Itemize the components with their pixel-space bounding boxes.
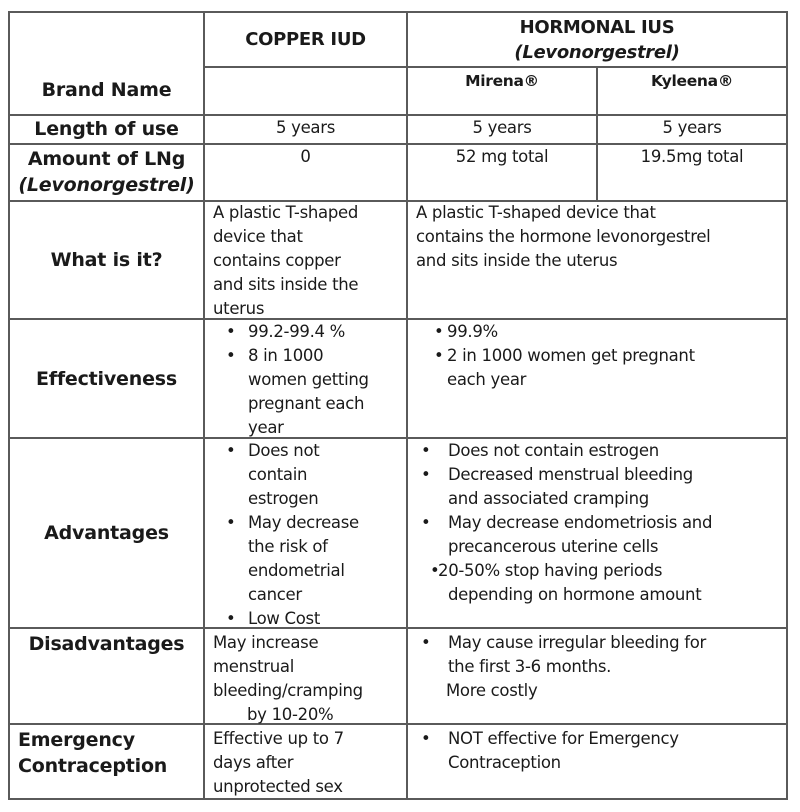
copper-length: 5 years	[275, 118, 336, 137]
hormonal-effectiveness-list	[434, 320, 786, 392]
bullet-icon: •	[430, 561, 440, 580]
text-line: menstrual	[213, 657, 294, 676]
row-label-advantages	[10, 439, 203, 627]
bullet-icon: •	[226, 346, 236, 365]
text-line: year	[248, 418, 284, 437]
kyleena-length: 5 years	[662, 118, 722, 137]
list-item	[421, 559, 786, 607]
text-line: unprotected sex	[213, 777, 343, 796]
text-line: Effective up to 7	[213, 729, 344, 748]
row-label-text: Brand Name	[41, 79, 172, 101]
list-item	[421, 511, 786, 559]
text-line: the first 3-6 months.	[448, 657, 612, 676]
list-item	[421, 463, 786, 511]
bullet-icon: •	[226, 513, 236, 532]
bullet-icon: •	[421, 729, 431, 748]
text-line: May decrease	[248, 513, 359, 532]
text-line: contains copper	[213, 251, 341, 270]
list-item	[421, 439, 786, 463]
text-line: May cause irregular bleeding for	[448, 633, 706, 652]
text-line: 8 in 1000	[248, 346, 324, 365]
mirena-length: 5 years	[472, 118, 532, 137]
text-line: A plastic T-shaped	[213, 203, 359, 222]
mirena-amount: 52 mg total	[455, 147, 549, 166]
text-line: and sits inside the	[213, 275, 359, 294]
row-label-brand-name	[10, 66, 203, 114]
kyleena-amount: 19.5mg total	[640, 147, 744, 166]
copper-description	[213, 201, 406, 321]
text-line: and associated cramping	[448, 489, 649, 508]
list-item	[421, 631, 786, 703]
row-label-text: Length of use	[34, 118, 179, 140]
text-line: Decreased menstrual bleeding	[448, 465, 693, 484]
bullet-icon: •	[226, 609, 236, 628]
hormonal-description	[416, 201, 786, 273]
comparison-table	[8, 11, 788, 800]
row-label-text: What is it?	[50, 248, 163, 271]
text-line: pregnant each	[248, 394, 365, 413]
text-line: cancer	[248, 585, 302, 604]
header-hormonal-subtitle: (Levonorgestrel)	[514, 42, 680, 63]
list-item	[421, 727, 786, 775]
text-line: A plastic T-shaped device that	[416, 203, 656, 222]
row-label-text: Effectiveness	[36, 367, 177, 390]
hormonal-advantages-list	[421, 439, 786, 607]
text-line: women getting	[248, 370, 369, 389]
bullet-icon: •	[226, 322, 236, 341]
hormonal-emergency-list	[421, 727, 786, 775]
text-line: endometrial	[248, 561, 345, 580]
row-label-disadvantages	[10, 629, 203, 659]
header-hormonal-ius	[408, 15, 786, 65]
copper-disadvantages	[213, 631, 406, 727]
text-line: May decrease endometriosis and	[448, 513, 713, 532]
bullet-icon: •	[421, 513, 431, 532]
text-line: Does not contain estrogen	[448, 441, 659, 460]
row-label-subtext: (Levonorgestrel)	[18, 174, 195, 196]
text-line: Low Cost	[248, 609, 321, 628]
hormonal-disadvantages-list	[421, 631, 786, 703]
brand-mirena: Mirena®	[465, 72, 539, 90]
list-item	[226, 439, 406, 511]
text-line: contain	[248, 465, 308, 484]
text-line: 99.2-99.4 %	[248, 322, 346, 341]
bullet-icon: •	[421, 633, 431, 652]
copper-amount: 0	[300, 147, 311, 166]
text-line: by 10-20%	[247, 705, 334, 724]
bullet-icon: •	[421, 441, 431, 460]
text-line: May increase	[213, 633, 319, 652]
row-label-text: Amount of LNg	[27, 148, 186, 170]
brand-kyleena: Kyleena®	[650, 72, 734, 90]
text-line: NOT effective for Emergency	[448, 729, 679, 748]
text-line: days after	[213, 753, 294, 772]
bullet-icon: •	[434, 346, 444, 365]
table-border	[8, 11, 788, 13]
copper-emergency	[213, 727, 406, 799]
list-item	[226, 344, 406, 440]
list-item	[434, 344, 786, 392]
text-line: the risk of	[248, 537, 328, 556]
row-label-text: Advantages	[44, 522, 169, 544]
text-line: estrogen	[248, 489, 319, 508]
row-divider	[203, 66, 788, 68]
text-line: bleeding/cramping	[213, 681, 363, 700]
text-line: precancerous uterine cells	[448, 537, 659, 556]
text-line: More costly	[446, 681, 538, 700]
copper-advantages-list	[226, 439, 406, 631]
text-line: uterus	[213, 299, 265, 318]
list-item	[226, 607, 406, 631]
row-label-text: Emergency	[18, 729, 135, 751]
header-hormonal-title: HORMONAL IUS	[519, 17, 675, 38]
list-item	[226, 511, 406, 607]
row-label-text: Disadvantages	[28, 633, 185, 655]
text-line: Does not	[248, 441, 320, 460]
text-line: 2 in 1000 women get pregnant	[447, 346, 695, 365]
row-label-text: Contraception	[18, 755, 168, 777]
row-label-amount-lng	[10, 144, 203, 200]
header-copper-iud: COPPER IUD	[245, 29, 366, 50]
bullet-icon: •	[421, 465, 431, 484]
copper-effectiveness-list	[226, 320, 406, 440]
text-line: 20-50% stop having periods	[438, 561, 663, 580]
text-line: device that	[213, 227, 303, 246]
text-line: each year	[447, 370, 527, 389]
table-border	[786, 11, 788, 800]
row-label-length-of-use	[10, 115, 203, 143]
text-line: Contraception	[448, 753, 561, 772]
list-item	[226, 320, 406, 344]
bullet-icon: •	[226, 441, 236, 460]
row-label-effectiveness	[10, 320, 203, 437]
text-line: contains the hormone levonorgestrel	[416, 227, 711, 246]
list-item	[434, 320, 786, 344]
row-label-emergency-contraception	[10, 725, 203, 781]
text-line: depending on hormone amount	[448, 585, 702, 604]
row-label-what-is-it	[10, 201, 203, 318]
bullet-icon: •	[434, 322, 444, 341]
text-line: and sits inside the uterus	[416, 251, 618, 270]
text-line: 99.9%	[447, 322, 498, 341]
